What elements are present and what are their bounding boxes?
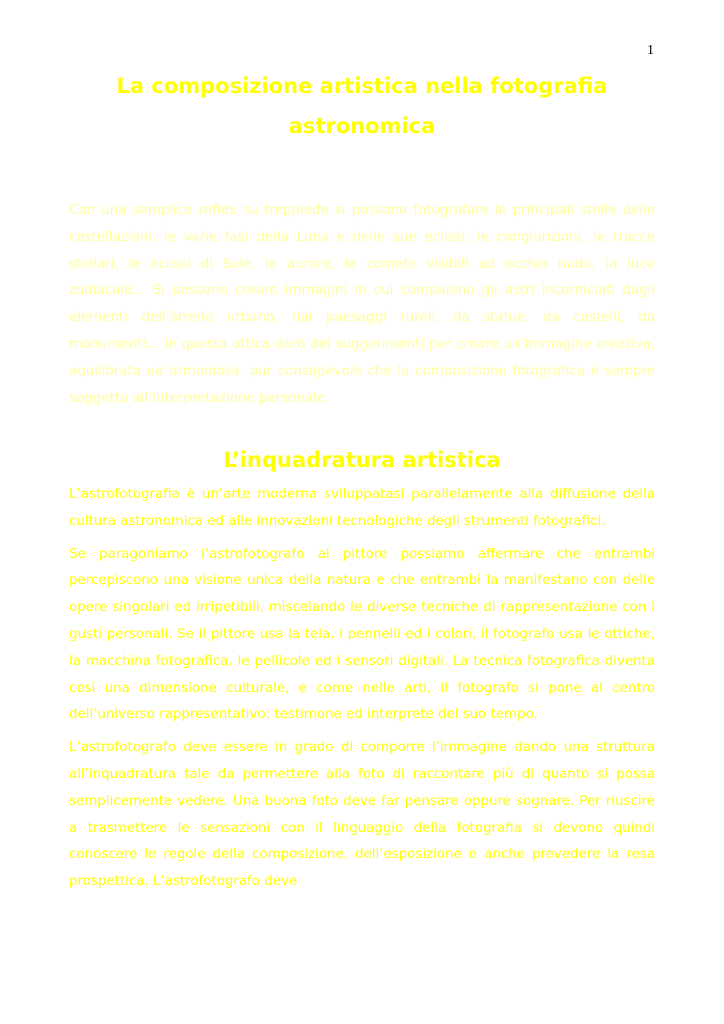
section-heading: L’inquadratura artistica bbox=[223, 448, 501, 472]
section-body bbox=[69, 482, 655, 902]
body-paragraph: L’astrofotografia è un’arte moderna sviluppatasi parallelamente alla diffusione della cultura astronomica ed alle innovazioni tecnologiche degli strumenti fotografici. bbox=[69, 487, 655, 529]
page-number: 1 bbox=[647, 43, 654, 58]
body-paragraph: Se paragoniamo l’astrofotografo al pittore possiamo affermare che entrambi percepiscono una visione unica della natura e che entrambi la manifestano con delle opere singolari ed irripetibili, miscelando le diverse tecniche di rappresentazione con i gusti personali. Se il pittore usa la tela, i pennelli ed i colori, il fotografo usa le ottiche, la macchina fotografica, le pellicole ed i sensori digitali. La tecnica fotografica diventa così una dimensione culturale, e come nelle arti, il fotografo si pone al centro dell’universo rappresentativo: testimone ed interprete del suo tempo. bbox=[69, 546, 655, 723]
intro-paragraph: Con una semplice reflex su treppiede si possono fotografare le principali stelle delle costellazioni, le varie fasi della Luna e delle sue eclissi, le congiunzioni, le tracce stellari, le eclissi di Sole, le aurore, le comete visibili ad occhio nudo, la luce zodiacale… Si possono creare immagini in cui compaiono gli astri incorniciati dagli elementi dell’arredo urbano, dai paesaggi rurali, da statue, da castelli, da monumenti… In questa ottica darò dei suggerimenti per creare un’immagine creativa, equilibrata ed armoniosa, pur consapevole che la composizione fotografica è sempre soggetta all’interpretazione personale. bbox=[69, 203, 655, 406]
document-title: La composizione artistica nella fotografia astronomica bbox=[116, 74, 608, 138]
body-paragraph: L’astrofotografo deve essere in grado di comporre l’immagine dando una struttura all’inquadratura tale da permettere alla foto di raccontare più di quanto si possa semplicemente vedere. Una buona foto deve far pensare oppure sognare. Per riuscire a trasmettere le sensazioni con il linguaggio della fotografia si devono quindi conoscere le regole della composizione, dell’esposizione e anche prevedere la resa prospettica. L’astrofotografo deve bbox=[69, 740, 655, 890]
